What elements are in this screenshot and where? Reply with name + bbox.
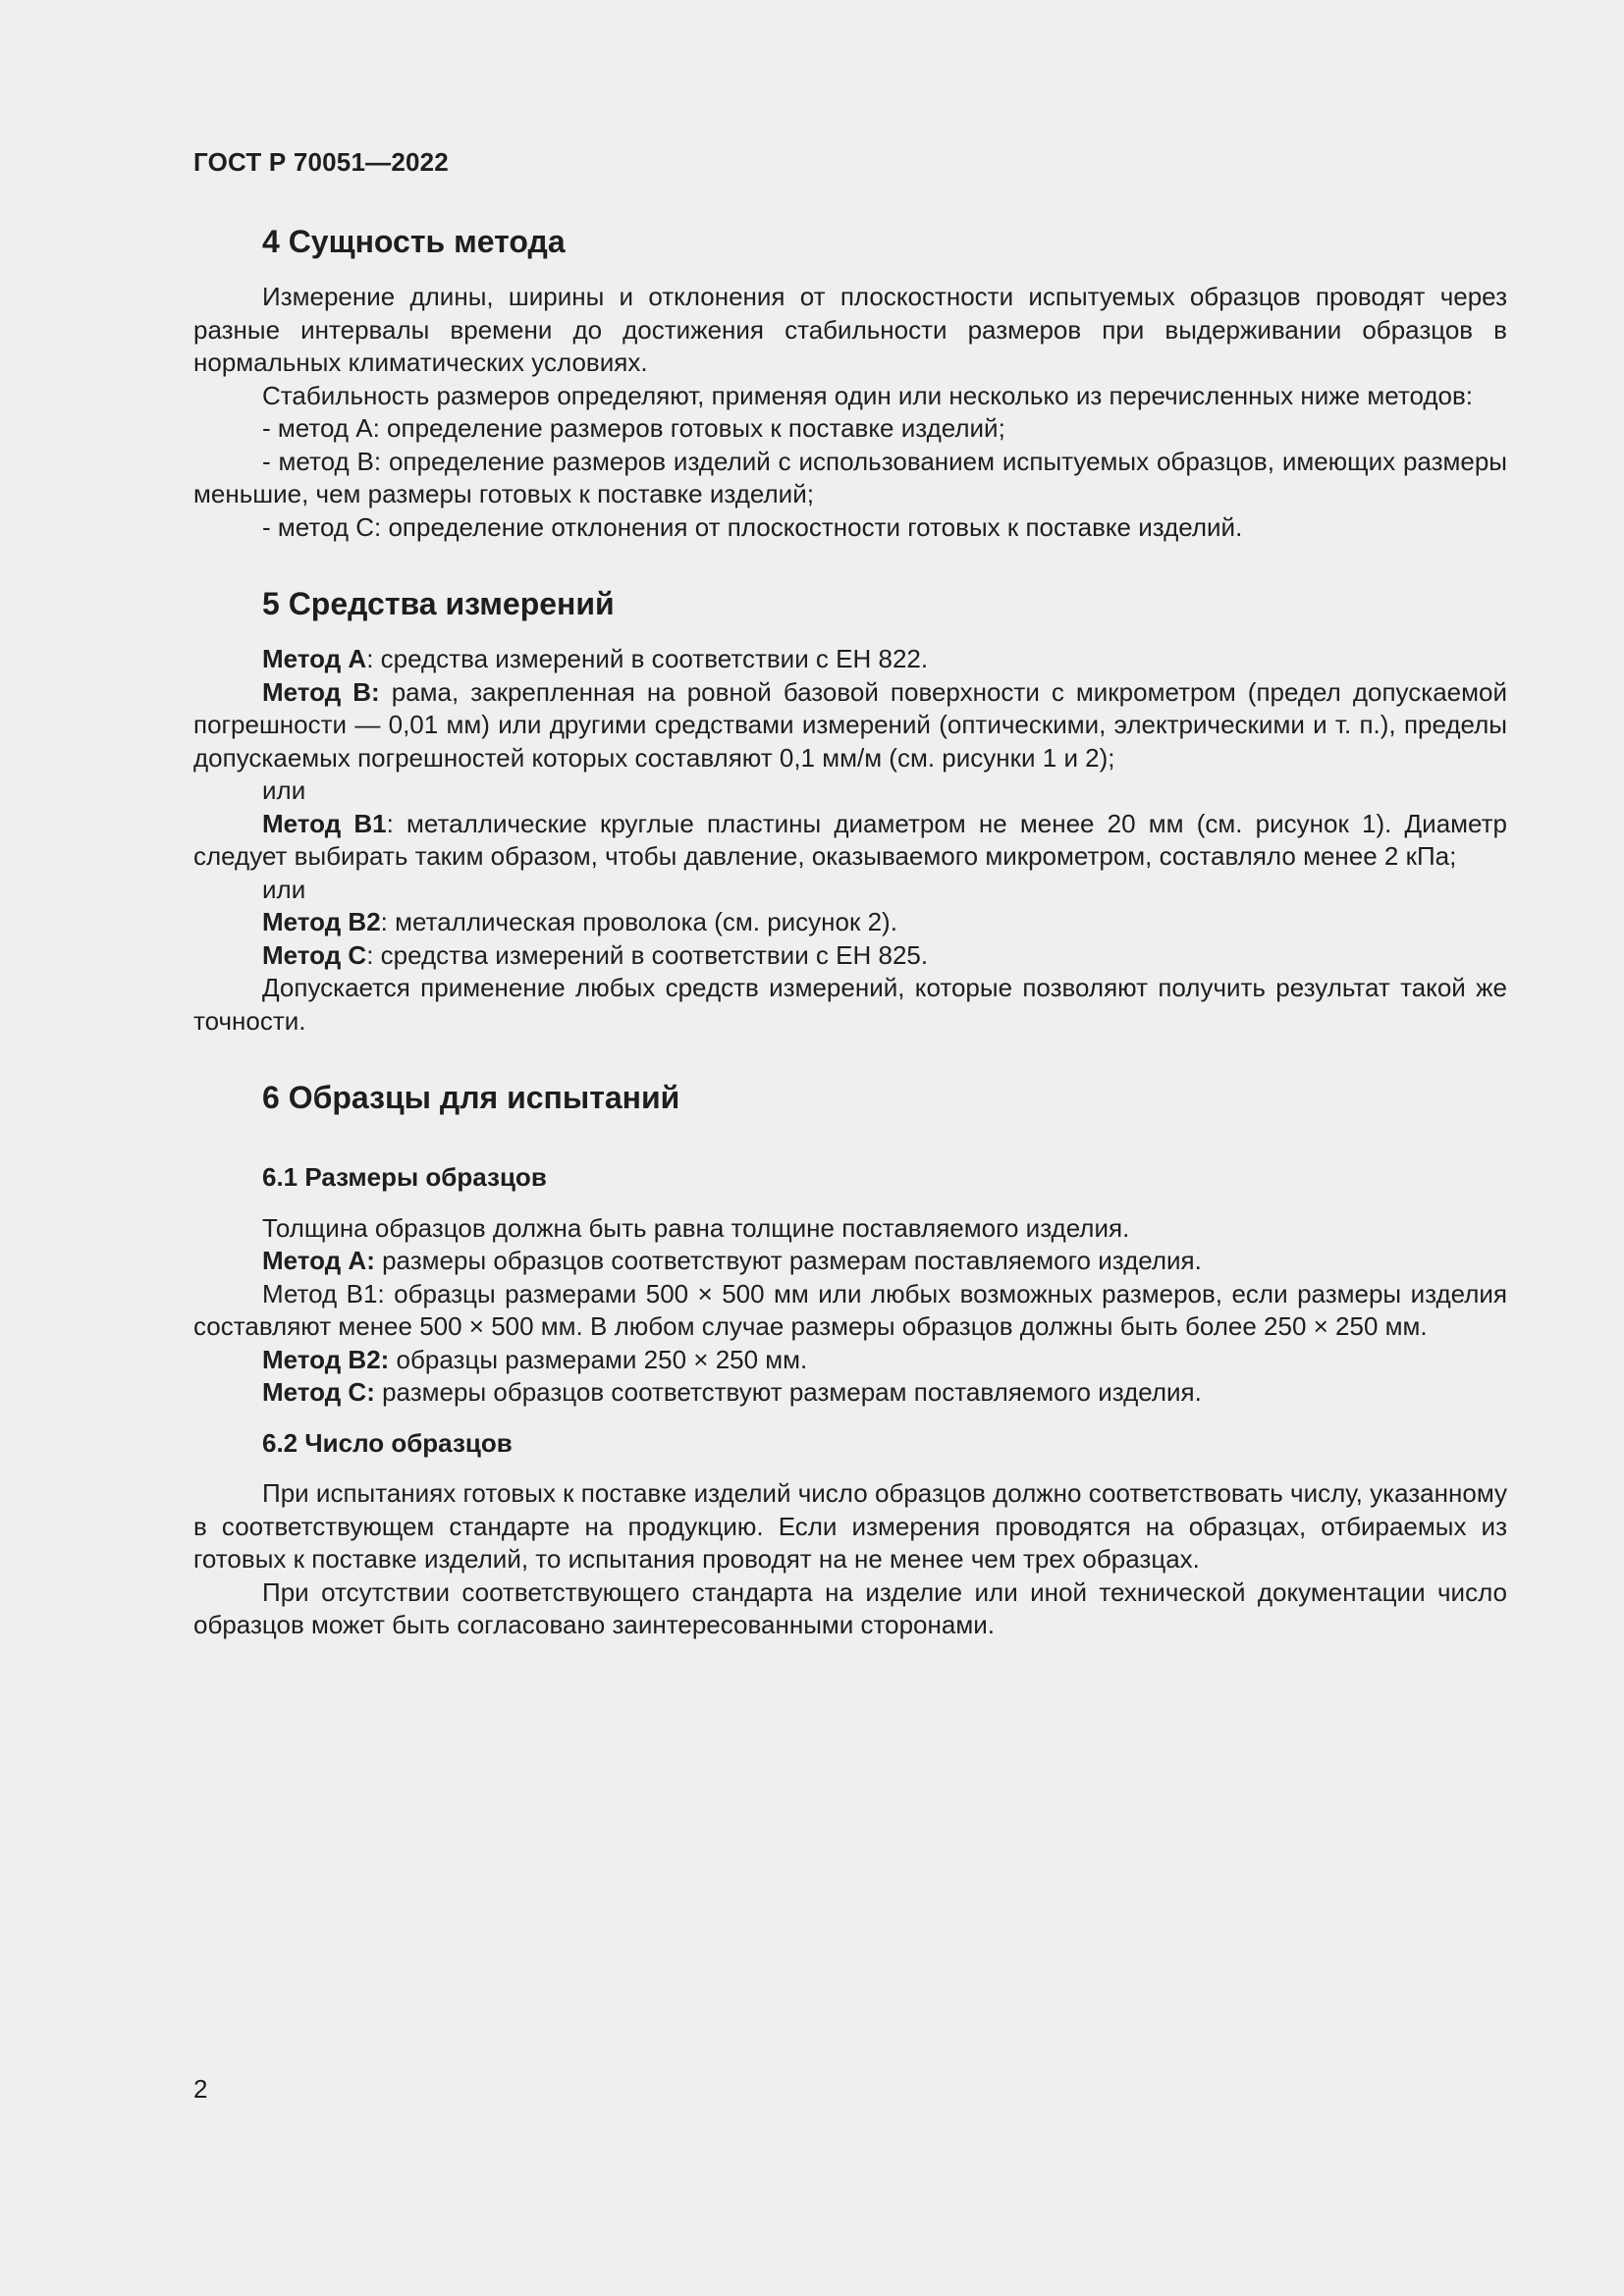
section-6-1-method-c xyxy=(193,1376,1507,1410)
method-b1-text: : металлические круглые пластины диаметром не менее 20 мм (см. рисунок 1). Диаметр следует выбирать таким образом, чтобы давление, оказываемого микрометром, составляло менее 2 кПа; xyxy=(193,808,1507,871)
method-b-text: рама, закрепленная на ровной базовой поверхности с микрометром (предел допускаемой погрешности — 0,01 мм) или другими средствами измерений (оптическими, электрическими и т. п.), пределы допускаемых погрешностей которых составляют 0,1 мм/м (см. рисунки 1 и 2); xyxy=(193,676,1507,773)
section-5-note: Допускается применение любых средств измерений, которые позволяют получить результат такой же точности. xyxy=(193,973,1507,1036)
section-6-1-title: 6.1 Размеры образцов xyxy=(262,1162,547,1192)
s61-method-b2-text: образцы размерами 250 × 250 мм. xyxy=(389,1344,808,1374)
document-header: ГОСТ Р 70051—2022 xyxy=(193,147,449,177)
section-4-method-a: - метод А: определение размеров готовых к поставке изделий; xyxy=(262,413,1005,443)
method-c-label: Метод С xyxy=(262,939,367,970)
section-5-title: 5 Средства измерений xyxy=(262,586,615,621)
method-a-text: : средства измерений в соответствии с ЕН 822. xyxy=(366,644,929,673)
section-4-method-c: - метод С: определение отклонения от плоскостности готовых к поставке изделий. xyxy=(262,511,1243,542)
section-6-1-method-b2 xyxy=(193,1344,1507,1377)
section-5-method-b2 xyxy=(193,906,1507,939)
page-number: 2 xyxy=(193,2074,208,2104)
method-b2-text: : металлическая проволока (см. рисунок 2). xyxy=(380,907,897,936)
section-6-1-method-b1: Метод В1: образцы размерами 500 × 500 мм или любых возможных размеров, если размеры изделия составляют менее 500 × 500 мм. В любом случае размеры образцов должны быть более 250 × 250 мм. xyxy=(193,1278,1507,1341)
section-6-2-paragraph-1: При испытаниях готовых к поставке изделий число образцов должно соответствовать числу, указанному в соответствующем стандарте на продукцию. Если измерения проводятся на образцах, отбираемых из готовых к поставке изделий, то испытания проводят на не менее чем трех образцах. xyxy=(193,1478,1507,1574)
section-5-or-1: или xyxy=(262,775,306,805)
s61-method-c-label: Метод С: xyxy=(262,1377,375,1407)
method-b-label: Метод В: xyxy=(262,676,380,707)
method-c-text: : средства измерений в соответствии с ЕН 825. xyxy=(366,939,929,970)
document-body xyxy=(193,222,1507,1642)
method-b2-label: Метод В2 xyxy=(262,907,381,936)
section-4-paragraph-2: Стабильность размеров определяют, применяя один или несколько из перечисленных ниже методов: xyxy=(262,380,1474,410)
s61-method-a-label: Метод А: xyxy=(262,1246,375,1275)
section-6-1-method-a xyxy=(193,1245,1507,1278)
section-5-method-c xyxy=(193,939,1507,973)
s61-method-c-text: размеры образцов соответствуют размерам поставляемого изделия. xyxy=(374,1377,1202,1407)
section-4-paragraph-1: Измерение длины, ширины и отклонения от плоскостности испытуемых образцов проводят через разные интервалы времени до достижения стабильности размеров при выдерживании образцов в нормальных климатических условиях. xyxy=(193,282,1507,377)
section-6-title: 6 Образцы для испытаний xyxy=(262,1080,680,1115)
section-5-method-a xyxy=(193,643,1507,676)
section-6-2-paragraph-2: При отсутствии соответствующего стандарта на изделие или иной технической документации число образцов может быть согласовано заинтересованными сторонами. xyxy=(193,1576,1507,1639)
method-b1-label: Метод В1 xyxy=(262,808,387,838)
section-6-2-title: 6.2 Число образцов xyxy=(262,1427,513,1458)
section-5-method-b xyxy=(193,676,1507,775)
s61-method-b2-label: Метод В2: xyxy=(262,1344,390,1374)
section-5-or-2: или xyxy=(262,874,306,904)
section-5-method-b1 xyxy=(193,808,1507,874)
s61-method-a-text: размеры образцов соответствуют размерам поставляемого изделия. xyxy=(374,1246,1202,1275)
section-6-1-paragraph-1: Толщина образцов должна быть равна толщине поставляемого изделия. xyxy=(262,1212,1130,1243)
section-4-method-b: - метод В: определение размеров изделий с использованием испытуемых образцов, имеющих размеры меньшие, чем размеры готовых к поставке изделий; xyxy=(193,446,1507,508)
section-4-title: 4 Сущность метода xyxy=(262,224,566,259)
method-a-label: Метод А xyxy=(262,644,367,673)
